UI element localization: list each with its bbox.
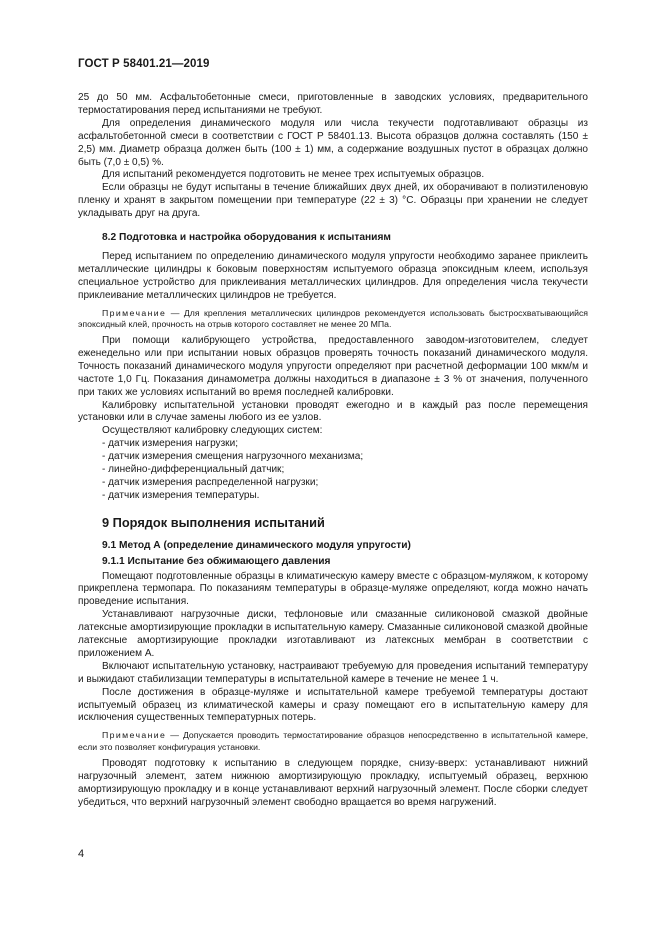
paragraph: При помощи калибрующего устройства, предоставленного заводом-изготовителем, следует еженедельно или при испытании новых образцов проверять точность показаний динамического модуля. Точность показаний динамического модуля упругости определяют при расчетной деформации 100 мкм/м и частоте 1,0 Гц. Показания динамометра должны находиться в диапазоне ± 3 % от значения, полученного при таких же условиях испытаний во время последней калибровки. <box>78 335 588 398</box>
paragraph: Включают испытательную установку, настраивают требуемую для проведения испытаний температуру и выжидают стабилизации температуры в испытательной камере в течение не менее 1 ч. <box>78 660 588 685</box>
paragraph: Помещают подготовленные образцы в климатическую камеру вместе с образцом-муляжом, к которому прикреплена термопара. По показаниям температуры в образце-муляже определяют, когда можно начать проведение испытания. <box>78 570 588 608</box>
standard-header: ГОСТ Р 58401.21—2019 <box>78 58 210 70</box>
list-item: - датчик измерения температуры. <box>102 489 260 501</box>
paragraph: Калибровку испытательной установки проводят ежегодно и в каждый раз после перемещения установки или в случае замены любого из ее узлов. <box>78 399 588 424</box>
note-label: Примечание <box>102 730 167 741</box>
note-text: — Для крепления металлических цилиндров рекомендуется использовать быстросхватывающийся эпоксидный клей, прочность на отрыв которого составляет не менее 20 МПа. <box>78 307 588 329</box>
page-content <box>78 92 588 809</box>
list-item: - датчик измерения смещения нагрузочного механизма; <box>102 451 364 463</box>
note-label: Примечание <box>102 307 167 318</box>
paragraph: Перед испытанием по определению динамического модуля упругости необходимо заранее приклеить металлические цилиндры к боковым поверхностям испытуемого образца эпоксидным клеем, используя специальное устройство для приклеивания металлических цилиндров. Для определения числа текучести приклеивание металлических цилиндров не требуется. <box>78 250 588 301</box>
note-text: — Допускается проводить термостатирование образцов непосредственно в испытательной камере, если это позволяет конфигурация установки. <box>78 730 588 752</box>
paragraph: Для определения динамического модуля или числа текучести подготавливают образцы из асфальтобетонной смеси в соответствии с ГОСТ Р 58401.13. Высота образцов должна составлять (150 ± 2,5) мм. Диаметр образца должен быть (100 ± 1) мм, а содержание воздушных пустот в образцах должно быть (7,0 ± 0,5) %. <box>78 117 588 168</box>
paragraph: 25 до 50 мм. Асфальтобетонные смеси, приготовленные в заводских условиях, предварительного термостатирования перед испытаниями не требуют. <box>78 92 588 116</box>
note <box>78 730 588 752</box>
paragraph: После достижения в образце-муляже и испытательной камере требуемой температуры достают испытуемый образец из климатической камеры и сразу помещают его в испытательную камеру для исключения существенных температурных потерь. <box>78 686 588 724</box>
paragraph: Если образцы не будут испытаны в течение ближайших двух дней, их оборачивают в полиэтиленовую пленку и хранят в закрытом помещении при температуре (22 ± 3) °С. Образцы при хранении не следует укладывать друг на друга. <box>78 182 588 220</box>
list-item: - датчик измерения нагрузки; <box>102 438 238 450</box>
paragraph: Устанавливают нагрузочные диски, тефлоновые или смазанные силиконовой смазкой двойные латексные амортизирующие прокладки в испытательную камеру. Смазанные силиконовой смазкой двойные латексные амортизирующие прокладки изготавливают из латексных мембран в соответствии с приложением А. <box>78 609 588 659</box>
list-item: - датчик измерения распределенной нагрузки; <box>102 476 319 488</box>
list-item: - линейно-дифференциальный датчик; <box>102 464 285 476</box>
calibration-list <box>78 438 588 503</box>
paragraph: Осуществляют калибровку следующих систем: <box>102 425 323 437</box>
subsection-heading-9-1: 9.1 Метод А (определение динамического модуля упругости) <box>102 539 411 551</box>
paragraph: Проводят подготовку к испытанию в следующем порядке, снизу-вверх: устанавливают нижний нагрузочный элемент, затем нижнюю амортизирующую прокладку, испытуемый образец, верхнюю амортизирующую прокладку и в конце устанавливают верхний нагрузочный элемент. После сборки следует убедиться, что верхний нагрузочный элемент свободно вращается во время нагружений. <box>78 757 588 808</box>
subsection-heading-9-1-1: 9.1.1 Испытание без обжимающего давления <box>102 555 331 567</box>
section-heading-9: 9 Порядок выполнения испытаний <box>102 514 325 530</box>
note <box>78 308 588 330</box>
paragraph: Для испытаний рекомендуется подготовить не менее трех испытуемых образцов. <box>102 169 485 181</box>
section-heading-8-2: 8.2 Подготовка и настройка оборудования к испытаниям <box>102 232 391 244</box>
page-number: 4 <box>78 848 85 860</box>
